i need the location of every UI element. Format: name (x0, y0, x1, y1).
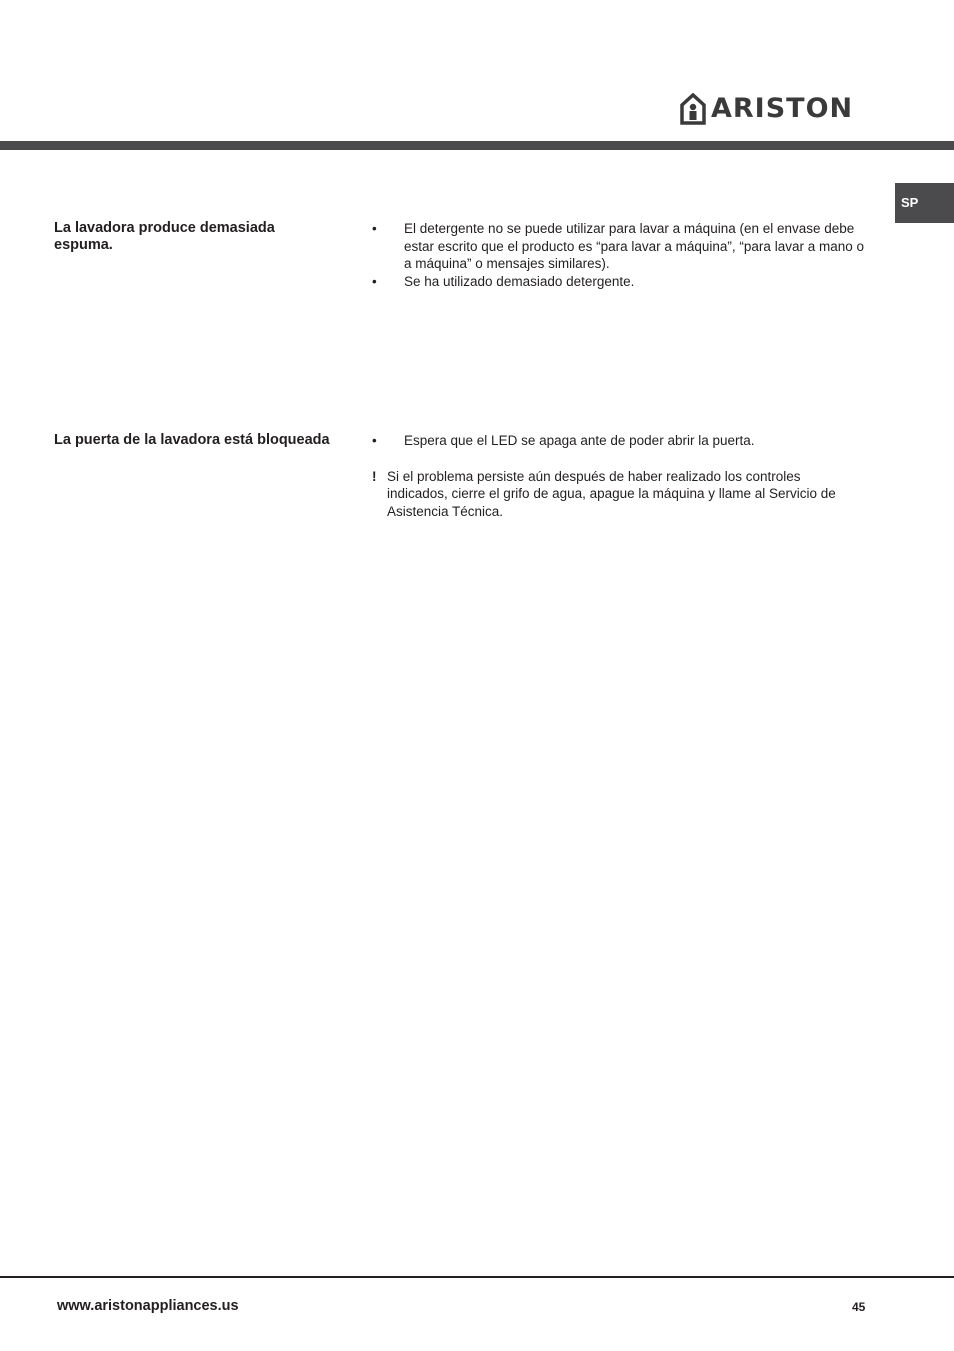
problem-title-foam: La lavadora produce demasiada espuma. (54, 220, 275, 253)
solution-text: El detergente no se puede utilizar para lavar a máquina (en el envase debe estar escrito que el producto es “para lavar a máquina”, “para lavar a mano o a máquina” o mensajes similares). (404, 221, 864, 271)
solution-text: Espera que el LED se apaga ante de poder abrir la puerta. (404, 433, 755, 448)
header-bar (0, 141, 954, 150)
problem-title-door: La puerta de la lavadora está bloqueada (54, 432, 330, 448)
bullet-icon: • (372, 273, 377, 289)
house-logo-icon (680, 93, 706, 125)
brand-name: ARISTON (711, 93, 854, 124)
footer-url: www.aristonappliances.us (57, 1298, 239, 1314)
list-item (372, 432, 868, 450)
solution-text: Se ha utilizado demasiado detergente. (404, 273, 635, 289)
warning-text: Si el problema persiste aún después de haber realizado los controles indicados, cierre el grifo de agua, apague la máquina y llame al Servicio de Asistencia Técnica. (387, 468, 836, 519)
list-item (372, 273, 868, 291)
language-tab: SP (895, 183, 954, 223)
solutions-door (372, 432, 868, 520)
list-item (372, 220, 868, 273)
solutions-foam (372, 220, 868, 290)
exclamation-icon: ! (372, 468, 377, 484)
ariston-logo (680, 92, 853, 126)
footer-divider (0, 1276, 954, 1278)
warning-note (372, 468, 837, 521)
bullet-icon: • (372, 221, 377, 236)
bullet-icon: • (372, 433, 377, 448)
page-number: 45 (852, 1300, 866, 1314)
